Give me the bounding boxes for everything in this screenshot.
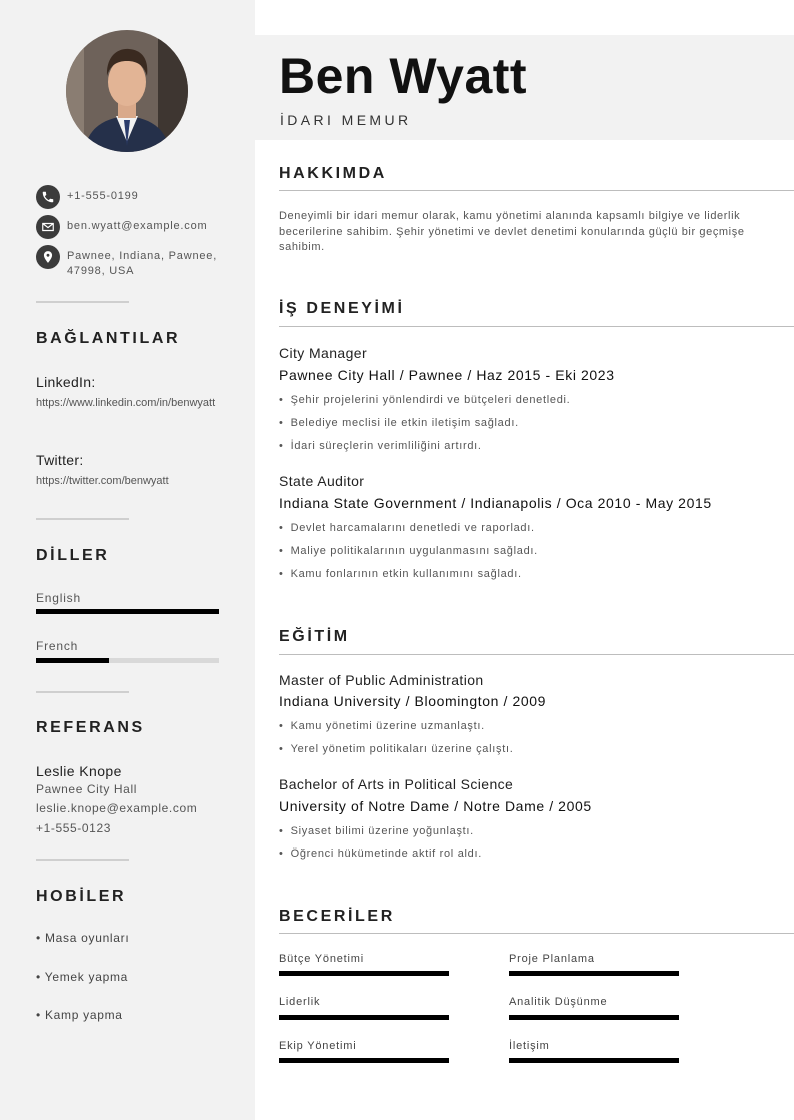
degree-meta: University of Notre Dame / Notre Dame / 2005 xyxy=(279,798,592,814)
language-name: English xyxy=(36,591,81,605)
skill-name: Liderlik xyxy=(279,996,321,1008)
skill-level-bar xyxy=(279,971,449,976)
skill-level-fill xyxy=(279,971,449,976)
phone-icon xyxy=(36,185,60,209)
header xyxy=(255,35,794,140)
skill-level-bar xyxy=(509,1015,679,1020)
twitter-url[interactable]: https://twitter.com/benwyatt xyxy=(36,475,169,487)
about-text: Deneyimli bir idari memur olarak, kamu yönetimi alanında kapsamlı bilgiye ve liderlik becerilerine sahibim. Şehir yönetimi ve devlet denetimi konularında güçlü bir geçmişe sahibim. xyxy=(279,210,745,253)
reference-email[interactable]: leslie.knope@example.com xyxy=(36,801,198,815)
location-pin-icon xyxy=(36,245,60,269)
language-level-fill xyxy=(36,658,109,663)
experience-heading: İŞ DENEYİMİ xyxy=(279,300,405,317)
hobbies-heading: HOBİLER xyxy=(36,888,127,905)
links-heading: BAĞLANTILAR xyxy=(36,330,181,347)
section-rule xyxy=(279,933,794,934)
degree-title: Bachelor of Arts in Political Science xyxy=(279,776,514,792)
hobby-label: Kamp yapma xyxy=(44,1008,123,1022)
contact-phone xyxy=(36,185,227,209)
hobby-label: Yemek yapma xyxy=(44,970,129,984)
divider xyxy=(36,859,129,861)
skill-level-bar xyxy=(509,971,679,976)
address-text: Pawnee, Indiana, Pawnee, 47998, USA xyxy=(67,250,218,277)
job-bullet: • İdari süreçlerin verimliliğini artırdı. xyxy=(279,440,482,452)
education-bullet: • Öğrenci hükümetinde aktif rol aldı. xyxy=(279,848,482,860)
skill-level-fill xyxy=(279,1058,449,1063)
linkedin-url[interactable]: https://www.linkedin.com/in/benwyatt xyxy=(36,397,216,409)
education-bullet: • Siyaset bilimi üzerine yoğunlaştı. xyxy=(279,825,474,837)
person-name: Ben Wyatt xyxy=(279,48,528,104)
skill-name: Ekip Yönetimi xyxy=(279,1040,357,1052)
linkedin-label: LinkedIn: xyxy=(36,374,96,390)
languages-heading: DİLLER xyxy=(36,547,110,564)
hobby-item: • Kamp yapma xyxy=(36,1008,123,1022)
section-rule xyxy=(279,326,794,327)
job-bullet: • Devlet harcamalarını denetledi ve raporladı. xyxy=(279,522,535,534)
skill-name: İletişim xyxy=(509,1040,550,1052)
degree-title: Master of Public Administration xyxy=(279,672,484,688)
contact-email xyxy=(36,215,227,239)
language-level-fill xyxy=(36,609,219,614)
job-bullet: • Kamu fonlarının etkin kullanımını sağladı. xyxy=(279,568,522,580)
job-role: State Auditor xyxy=(279,473,365,489)
job-title: İDARI MEMUR xyxy=(280,112,412,128)
job-bullet: • Belediye meclisi ile etkin iletişim sağladı. xyxy=(279,417,519,429)
skill-level-bar xyxy=(279,1058,449,1063)
education-heading: EĞİTİM xyxy=(279,628,350,645)
job-bullet: • Şehir projelerini yönlendirdi ve bütçeleri denetledi. xyxy=(279,394,570,406)
skill-level-fill xyxy=(279,1015,449,1020)
section-rule xyxy=(279,654,794,655)
skill-level-bar xyxy=(509,1058,679,1063)
reference-company: Pawnee City Hall xyxy=(36,782,137,796)
language-name: French xyxy=(36,639,79,653)
about-heading: HAKKIMDA xyxy=(279,165,387,182)
contact-address xyxy=(36,245,227,279)
twitter-label: Twitter: xyxy=(36,452,84,468)
hobby-label: Masa oyunları xyxy=(44,931,130,945)
mail-icon xyxy=(36,215,60,239)
references-heading: REFERANS xyxy=(36,719,145,736)
reference-phone[interactable]: +1-555-0123 xyxy=(36,821,111,835)
sidebar xyxy=(0,0,255,1120)
language-level-bar xyxy=(36,609,219,614)
skills-heading: BECERİLER xyxy=(279,908,395,925)
job-meta: Pawnee City Hall / Pawnee / Haz 2015 - Eki 2023 xyxy=(279,367,615,383)
divider xyxy=(36,301,129,303)
skill-level-fill xyxy=(509,1058,679,1063)
skill-name: Bütçe Yönetimi xyxy=(279,953,364,965)
skill-level-bar xyxy=(279,1015,449,1020)
skill-name: Analitik Düşünme xyxy=(509,996,608,1008)
section-rule xyxy=(279,190,794,191)
job-bullet: • Maliye politikalarının uygulanmasını sağladı. xyxy=(279,545,538,557)
job-meta: Indiana State Government / Indianapolis / Oca 2010 - May 2015 xyxy=(279,495,712,511)
education-bullet: • Kamu yönetimi üzerine uzmanlaştı. xyxy=(279,720,485,732)
phone-text[interactable]: +1-555-0199 xyxy=(67,190,139,202)
skill-level-fill xyxy=(509,971,679,976)
reference-name: Leslie Knope xyxy=(36,763,122,779)
education-bullet: • Yerel yönetim politikaları üzerine çalıştı. xyxy=(279,743,513,755)
divider xyxy=(36,518,129,520)
hobby-item: • Yemek yapma xyxy=(36,970,129,984)
language-level-bar xyxy=(36,658,219,663)
email-text[interactable]: ben.wyatt@example.com xyxy=(67,220,208,232)
profile-photo xyxy=(66,30,188,152)
divider xyxy=(36,691,129,693)
degree-meta: Indiana University / Bloomington / 2009 xyxy=(279,693,546,709)
skill-name: Proje Planlama xyxy=(509,953,595,965)
skill-level-fill xyxy=(509,1015,679,1020)
job-role: City Manager xyxy=(279,345,368,361)
hobby-item: • Masa oyunları xyxy=(36,931,130,945)
